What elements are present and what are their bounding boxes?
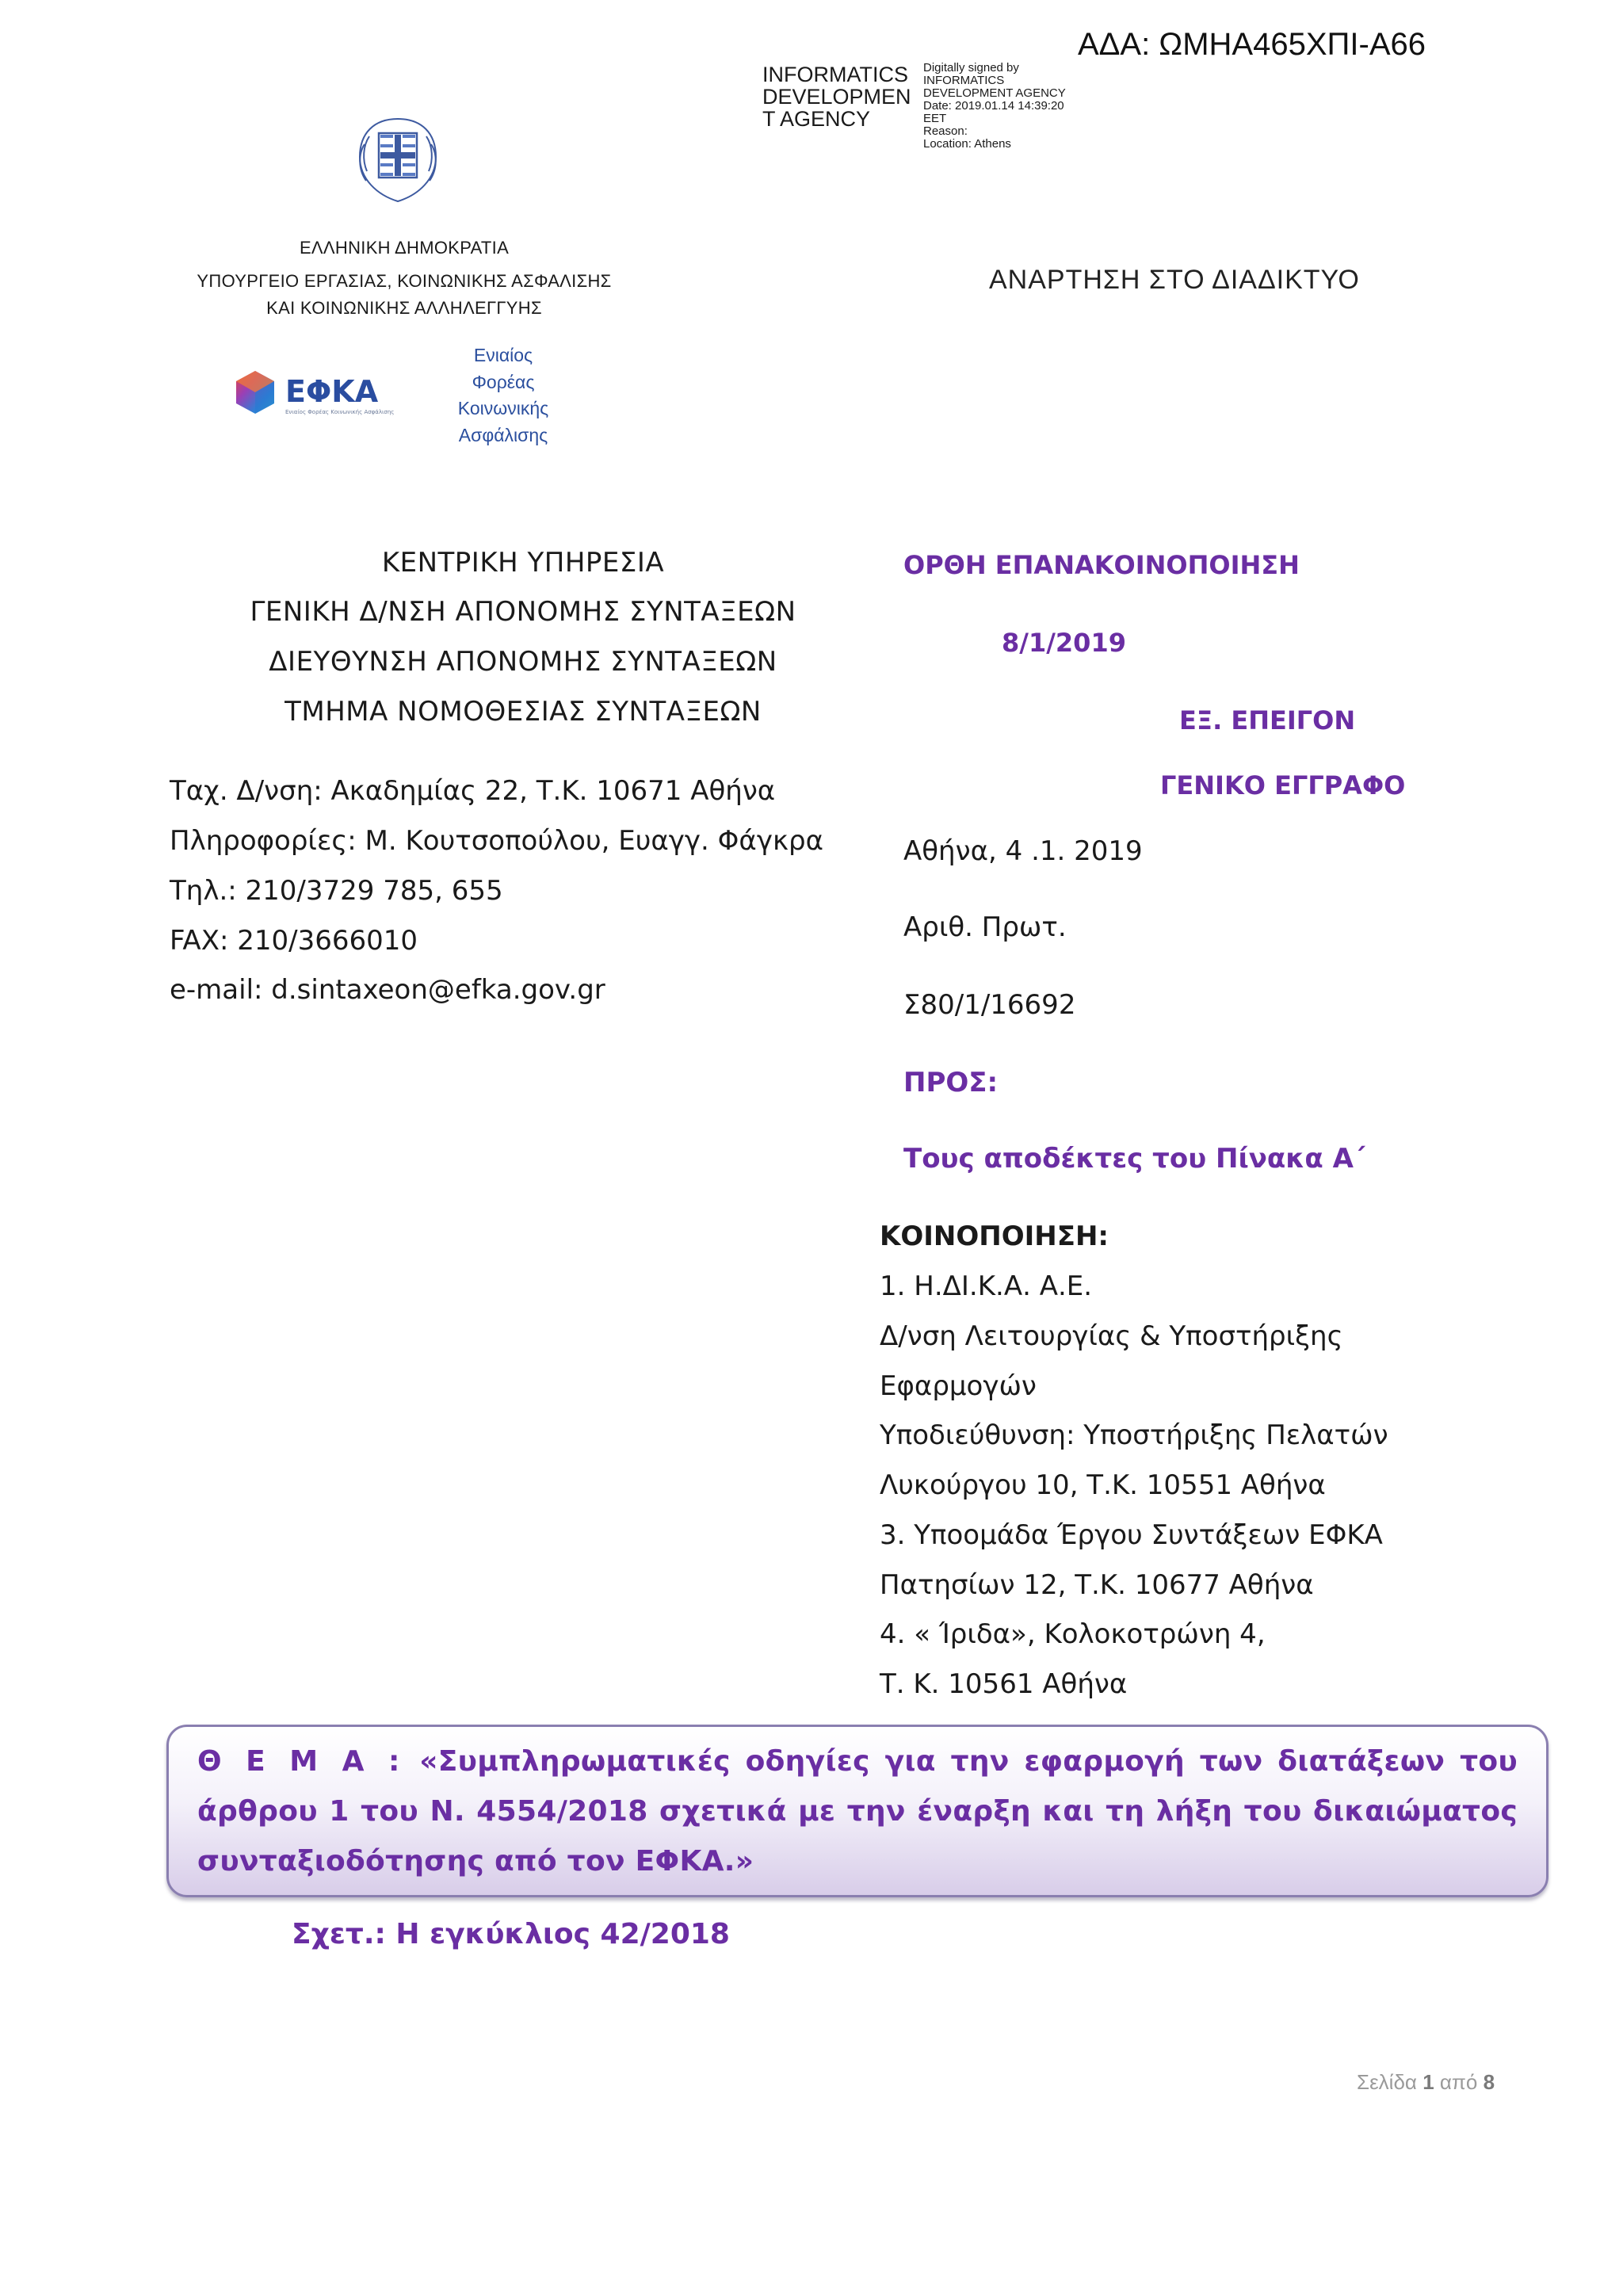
signature-detail-line: DEVELOPMENT AGENCY (923, 86, 1066, 100)
contact-email: e-mail: d.sintaxeon@efka.gov.gr (170, 974, 605, 1006)
document-type: ΓΕΝΙΚΟ ΕΓΓΡΑΦΟ (1160, 770, 1406, 800)
signature-detail-line: Reason: (923, 124, 968, 138)
contact-info: Πληροφορίες: Μ. Κουτσοπούλου, Ευαγγ. Φάγκρα (170, 825, 823, 857)
subject-text (197, 1736, 1518, 1886)
contact-fax: FAX: 210/3666010 (170, 925, 418, 957)
koinopoiisi-line: Δ/νση Λειτουργίας & Υποστήριξης (880, 1320, 1343, 1352)
place-date: Αθήνα, 4 .1. 2019 (903, 835, 1143, 867)
reference-line: Σχετ.: Η εγκύκλιος 42/2018 (292, 1918, 730, 1950)
subject-label: Θ Ε Μ Α : (197, 1745, 405, 1778)
service-line: ΔΙΕΥΘΥΝΣΗ ΑΠΟΝΟΜΗΣ ΣΥΝΤΑΞΕΩΝ (269, 646, 777, 678)
efka-subtitle-line: Φορέας (472, 371, 535, 392)
signature-name-line: INFORMATICS (762, 63, 908, 86)
signature-detail-line: Location: Athens (923, 137, 1011, 151)
signature-details (923, 62, 1113, 151)
ministry-line: ΚΑΙ ΚΟΙΝΩΝΙΚΗΣ ΑΛΛΗΛΕΓΓΥΗΣ (266, 298, 542, 318)
of-word: από (1439, 2070, 1478, 2094)
koinopoiisi-line: Λυκούργου 10, Τ.Κ. 10551 Αθήνα (880, 1469, 1326, 1501)
signature-detail-line: EET (923, 112, 947, 125)
ministry-line: ΥΠΟΥΡΓΕΙΟ ΕΡΓΑΣΙΑΣ, ΚΟΙΝΩΝΙΚΗΣ ΑΣΦΑΛΙΣΗΣ (197, 271, 612, 291)
efka-logo-tagline: Ενιαίος Φορέας Κοινωνικής Ασφάλισης (285, 409, 395, 415)
contact-phone: Τηλ.: 210/3729 785, 655 (170, 875, 503, 907)
koinopoiisi-line: 1. Η.ΔΙ.Κ.Α. Α.Ε. (880, 1270, 1093, 1302)
signature-detail-line: INFORMATICS (923, 74, 1005, 87)
to-recipients: Τους αποδέκτες του Πίνακα Α΄ (903, 1143, 1365, 1175)
subject-box (166, 1725, 1549, 1897)
koinopoiisi-line: 3. Υποομάδα Έργου Συντάξεων ΕΦΚΑ (880, 1519, 1383, 1551)
ada-code: ΑΔΑ: ΩΜΗΑ465ΧΠΙ-Α66 (1078, 27, 1426, 62)
subject-content: «Συμπληρωματικές οδηγίες για την εφαρμογή των διατάξεων του άρθρου 1 του Ν. 4554/2018 σχετικά με την έναρξη και τη λήξη του δικαιώματος συνταξιοδότησης από τον ΕΦΚΑ.» (197, 1745, 1518, 1878)
republic-title: ΕΛΛΗΝΙΚΗ ΔΗΜΟΚΡΑΤΙΑ (299, 238, 510, 258)
to-label: ΠΡΟΣ: (903, 1067, 999, 1098)
page-number (1357, 2070, 1495, 2095)
efka-subtitle (444, 342, 563, 449)
contact-address: Ταχ. Δ/νση: Ακαδημίας 22, Τ.Κ. 10671 Αθήνα (170, 775, 776, 807)
service-line: ΓΕΝΙΚΗ Δ/ΝΣΗ ΑΠΟΝΟΜΗΣ ΣΥΝΤΑΞΕΩΝ (250, 596, 796, 628)
efka-subtitle-line: Κοινωνικής (457, 398, 549, 418)
service-line: ΤΜΗΜΑ ΝΟΜΟΘΕΣΙΑΣ ΣΥΝΤΑΞΕΩΝ (285, 696, 762, 728)
signature-name-line: T AGENCY (762, 107, 871, 131)
correction-notice: ΟΡΘΗ ΕΠΑΝΑΚΟΙΝΟΠΟΙΗΣΗ (903, 550, 1300, 580)
efka-logo-icon (231, 366, 406, 428)
signature-detail-line: Digitally signed by (923, 61, 1019, 74)
efka-subtitle-line: Ενιαίος (473, 345, 533, 365)
koinopoiisi-line: Τ. Κ. 10561 Αθήνα (880, 1668, 1128, 1700)
koinopoiisi-line: Εφαρμογών (880, 1370, 1037, 1402)
koinopoiisi-line: Πατησίων 12, Τ.Κ. 10677 Αθήνα (880, 1569, 1314, 1601)
greek-emblem-icon (342, 113, 453, 208)
posting-label: ΑΝΑΡΤΗΣΗ ΣΤΟ ΔΙΑΔΙΚΤΥΟ (989, 265, 1360, 295)
protocol-label: Αριθ. Πρωτ. (903, 911, 1067, 943)
protocol-number: Σ80/1/16692 (903, 989, 1076, 1021)
signature-name (762, 63, 921, 130)
current-page: 1 (1423, 2070, 1434, 2094)
signature-detail-line: Date: 2019.01.14 14:39:20 (923, 99, 1064, 113)
koinopoiisi-label: ΚΟΙΝΟΠΟΙΗΣΗ: (880, 1221, 1109, 1252)
efka-subtitle-line: Ασφάλισης (458, 424, 548, 445)
urgency-label: ΕΞ. ΕΠΕΙΓΟΝ (1179, 705, 1356, 735)
signature-name-line: DEVELOPMEN (762, 85, 911, 109)
total-pages: 8 (1483, 2070, 1495, 2094)
koinopoiisi-line: 4. « Ίριδα», Κολοκοτρώνη 4, (880, 1618, 1266, 1650)
efka-logo-text: ΕΦΚΑ (285, 374, 379, 409)
correction-date: 8/1/2019 (1002, 628, 1126, 658)
service-line: ΚΕΝΤΡΙΚΗ ΥΠΗΡΕΣΙΑ (381, 547, 665, 579)
koinopoiisi-line: Υποδιεύθυνση: Υποστήριξης Πελατών (880, 1419, 1388, 1451)
page-word: Σελίδα (1357, 2070, 1417, 2094)
